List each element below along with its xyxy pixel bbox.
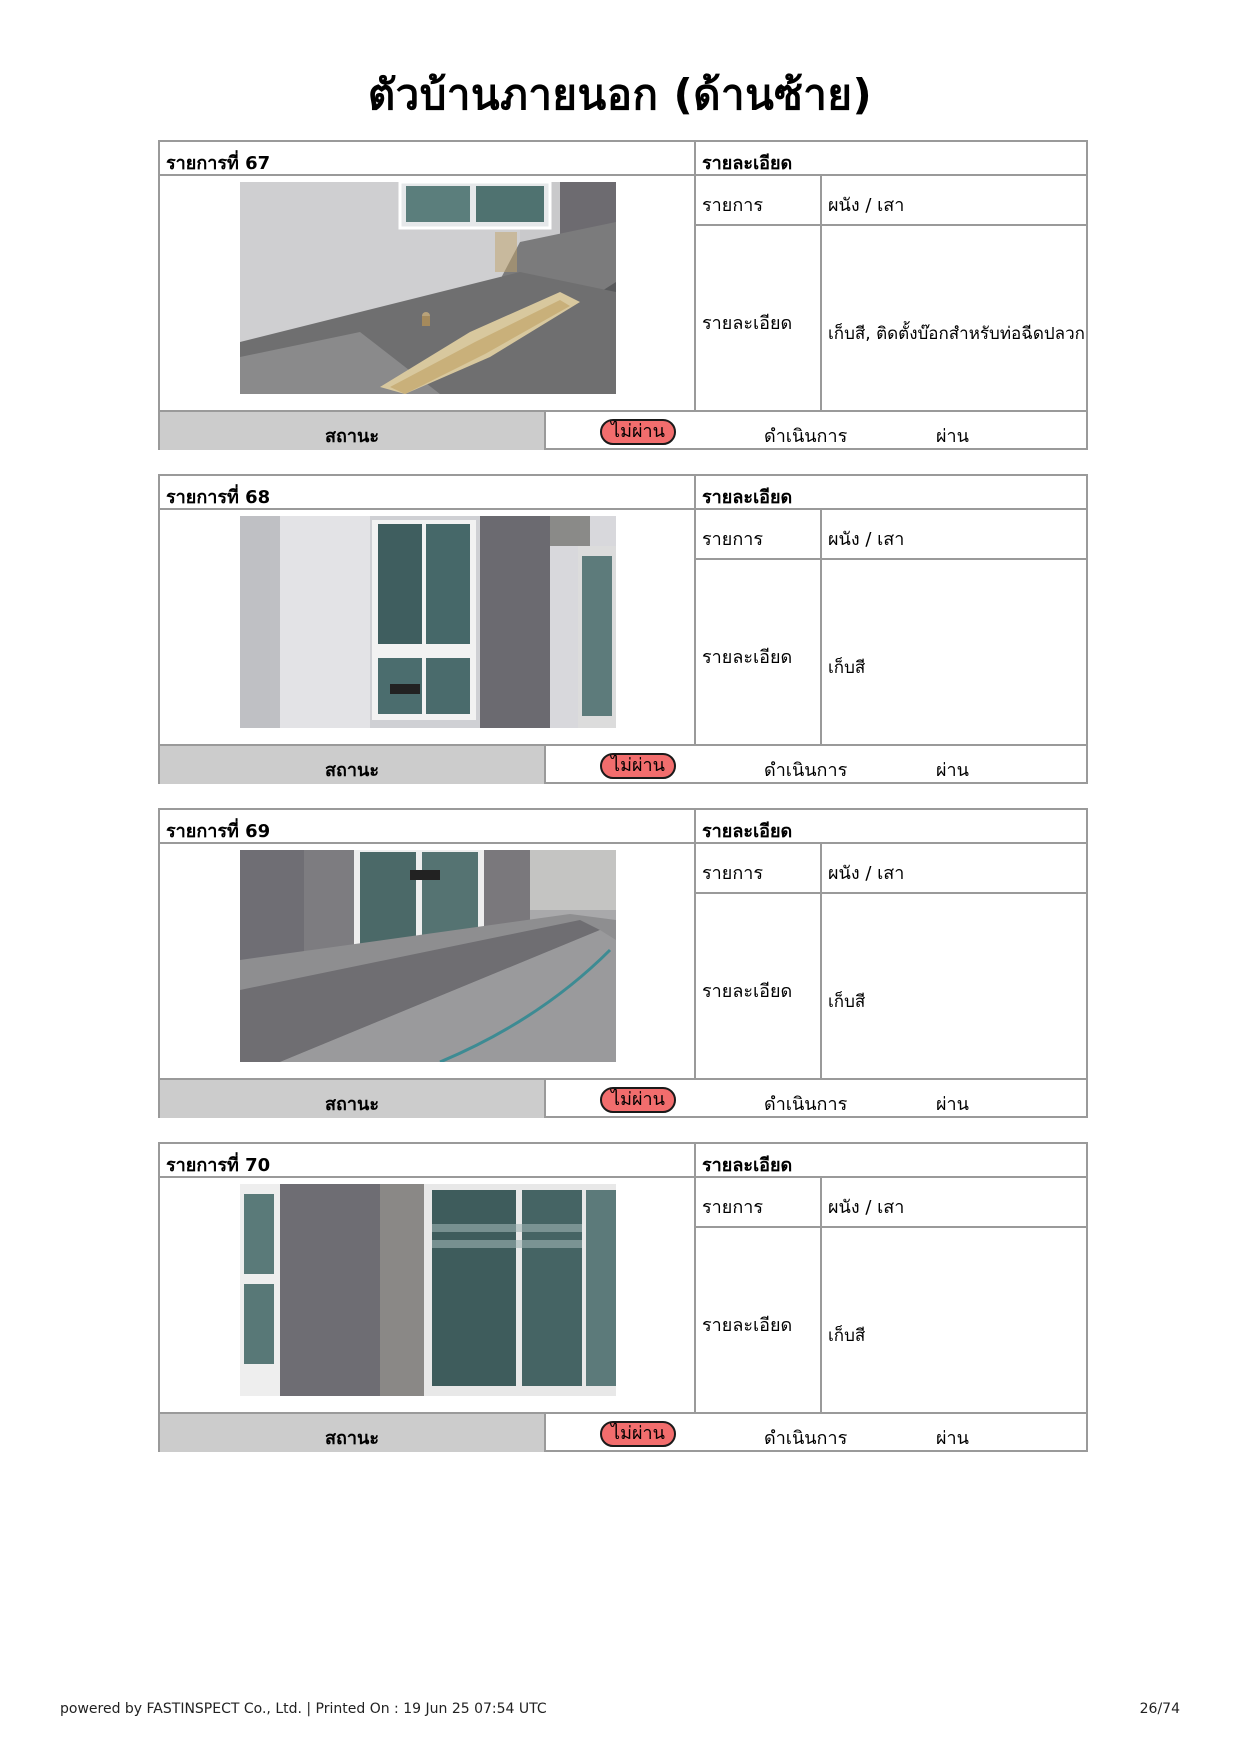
status-label: สถานะ (160, 1080, 546, 1118)
page-title: ตัวบ้านภายนอก (ด้านซ้าย) (367, 70, 873, 119)
footer-printed-info: powered by FASTINSPECT Co., Ltd. | Printed On : 19 Jun 25 07:54 UTC (60, 1701, 547, 1717)
status-label: สถานะ (160, 1414, 546, 1452)
item-value: ผนัง / เสา (822, 510, 1086, 560)
detail-label: รายละเอียด (696, 894, 822, 1078)
status-fail-badge[interactable]: ไม่ผ่าน (600, 1087, 676, 1113)
status-in-progress-option[interactable]: ดำเนินการ (764, 426, 848, 447)
status-fail-badge[interactable]: ไม่ผ่าน (600, 419, 676, 445)
item-header: รายการที่ 69 (160, 810, 696, 844)
status-in-progress-option[interactable]: ดำเนินการ (764, 760, 848, 781)
item-value: ผนัง / เสา (822, 176, 1086, 226)
item-label: รายการ (696, 844, 822, 894)
status-pass-option[interactable]: ผ่าน (936, 1428, 969, 1449)
detail-label: รายละเอียด (696, 560, 822, 744)
detail-header: รายละเอียด (696, 810, 1086, 844)
status-row (160, 744, 1086, 784)
status-fail-badge[interactable]: ไม่ผ่าน (600, 753, 676, 779)
item-label: รายการ (696, 510, 822, 560)
item-value: ผนัง / เสา (822, 1178, 1086, 1228)
detail-value: เก็บสี (828, 1326, 866, 1346)
inspection-item-68 (158, 474, 1088, 784)
status-row (160, 1412, 1086, 1452)
item-header: รายการที่ 70 (160, 1144, 696, 1178)
detail-value: เก็บสี (828, 658, 866, 678)
photo-cell (160, 510, 696, 744)
item-label: รายการ (696, 1178, 822, 1228)
photo-cell (160, 176, 696, 410)
page-number: 26/74 (1139, 1701, 1180, 1717)
photo-sliding-door (240, 1184, 616, 1396)
inspection-photo[interactable] (240, 850, 616, 1062)
detail-value: เก็บสี, ติดตั้งบ๊อกสำหรับท่อฉีดปลวก (828, 324, 1085, 344)
detail-label: รายละเอียด (696, 1228, 822, 1412)
inspection-item-67 (158, 140, 1088, 450)
item-header: รายการที่ 68 (160, 476, 696, 510)
item-label: รายการ (696, 176, 822, 226)
status-pass-option[interactable]: ผ่าน (936, 426, 969, 447)
status-pass-option[interactable]: ผ่าน (936, 1094, 969, 1115)
photo-cell (160, 844, 696, 1078)
inspection-item-70 (158, 1142, 1088, 1452)
photo-cell (160, 1178, 696, 1412)
status-in-progress-option[interactable]: ดำเนินการ (764, 1428, 848, 1449)
status-row (160, 410, 1086, 450)
status-row (160, 1078, 1086, 1118)
detail-header: รายละเอียด (696, 142, 1086, 176)
detail-label: รายละเอียด (696, 226, 822, 410)
inspection-photo[interactable] (240, 1184, 616, 1396)
photo-tiled-walkway (240, 850, 616, 1062)
photo-window-wall (240, 516, 616, 728)
status-in-progress-option[interactable]: ดำเนินการ (764, 1094, 848, 1115)
status-pass-option[interactable]: ผ่าน (936, 760, 969, 781)
detail-header: รายละเอียด (696, 1144, 1086, 1178)
detail-header: รายละเอียด (696, 476, 1086, 510)
inspection-photo[interactable] (240, 516, 616, 728)
status-fail-badge[interactable]: ไม่ผ่าน (600, 1421, 676, 1447)
status-label: สถานะ (160, 412, 546, 450)
status-label: สถานะ (160, 746, 546, 784)
item-value: ผนัง / เสา (822, 844, 1086, 894)
item-header: รายการที่ 67 (160, 142, 696, 176)
detail-value: เก็บสี (828, 992, 866, 1012)
inspection-item-69 (158, 808, 1088, 1118)
photo-wall-with-pipe-box (240, 182, 616, 394)
inspection-photo[interactable] (240, 182, 616, 394)
